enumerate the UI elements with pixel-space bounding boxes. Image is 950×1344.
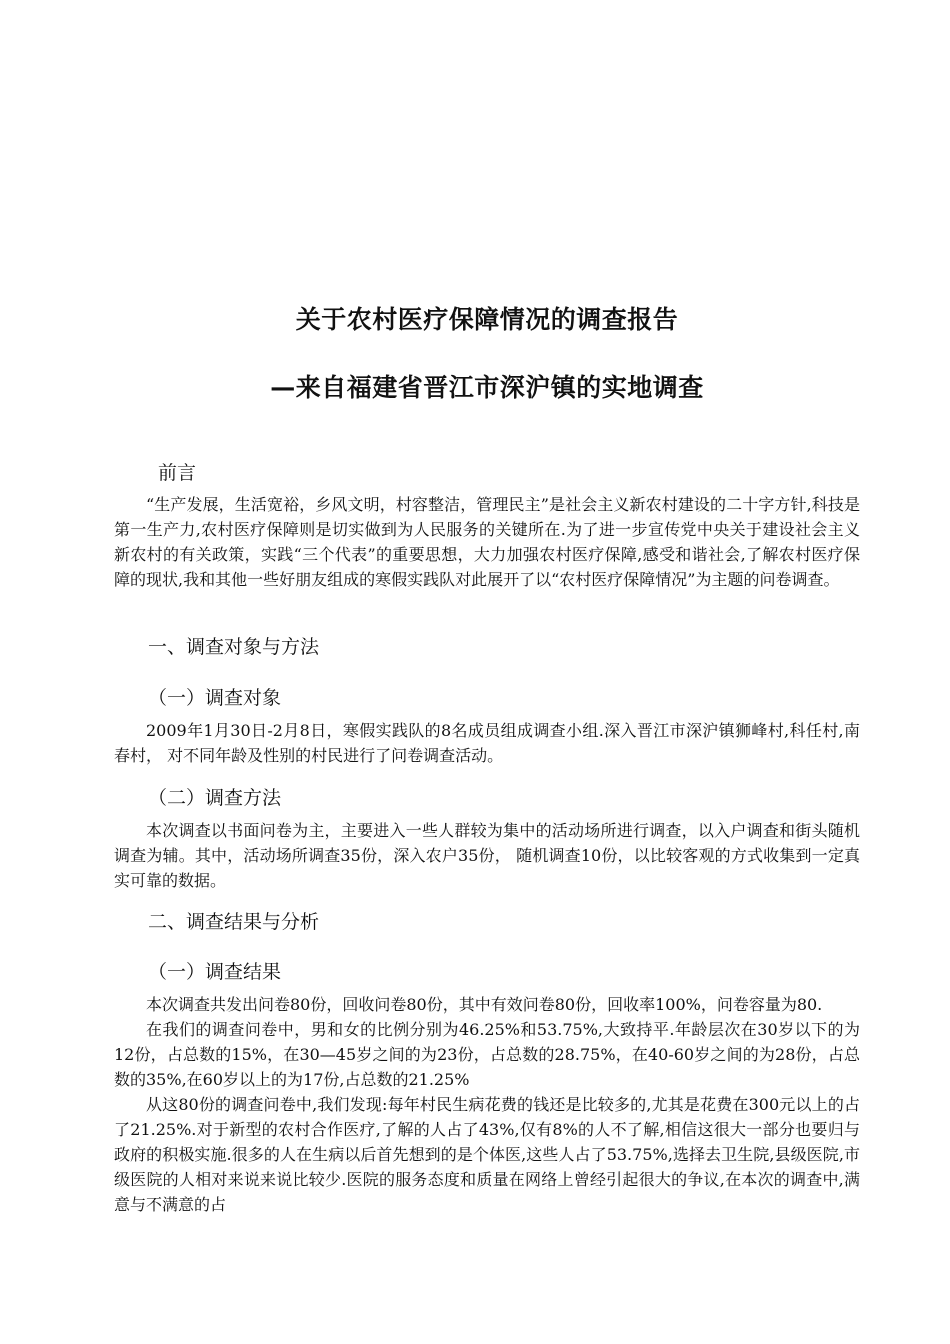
section1-sub1-heading: （一）调查对象 — [148, 687, 282, 709]
report-subtitle: —来自福建省晋江市深沪镇的实地调查 — [270, 373, 704, 402]
section2-heading: 二、调查结果与分析 — [148, 911, 320, 933]
preface-paragraph: “生产发展，生活宽裕，乡风文明，村容整洁，管理民主”是社会主义新农村建设的二十字方针,科技是第一生产力,农村医疗保障则是切实做到为人民服务的关键所在.为了进一步宣传党中央关于建设社会主义新农村的有关政策，实践“三个代表”的重要思想，大力加强农村医疗保障,感受和谐社会,了解农村医疗保障的现状,我和其他一些好朋友组成的寒假实践队对此展开了以“农村医疗保障情况”为主题的问卷调查。 — [114, 495, 860, 589]
result-paragraph: 本次调查共发出问卷80份，回收问卷80份，其中有效问卷80份，回收率100%，问卷容量为80. — [146, 995, 823, 1014]
result-paragraph: 从这80份的调查问卷中,我们发现:每年村民生病花费的钱还是比较多的,尤其是花费在300元以上的占了21.25%.对于新型的农村合作医疗,了解的人占了43%,仅有8%的人不了解,相信这很大一部分也要归与政府的积极实施.很多的人在生病以后首先想到的是个体医,这些人占了53.75%,选择去卫生院,县级医院,市级医院的人相对来说来说比较少.医院的服务态度和质量在网络上曾经引起很大的争议,在本次的调查中,满意与不满意的占 — [114, 1095, 860, 1214]
section1-sub1-body — [114, 718, 860, 768]
section2-sub1-body — [114, 992, 860, 1217]
preface-body — [114, 492, 860, 592]
section2-sub1-heading: （一）调查结果 — [148, 961, 282, 983]
preface-heading: 前言 — [158, 462, 197, 484]
section1-sub2-body — [114, 818, 860, 893]
survey-method-paragraph: 本次调查以书面问卷为主，主要进入一些人群较为集中的活动场所进行调查，以入户调查和街头随机调查为辅。其中，活动场所调查35份，深入农户35份， 随机调查10份，以比较客观的方式收集到一定真实可靠的数据。 — [114, 821, 860, 890]
section1-heading: 一、调查对象与方法 — [148, 636, 320, 658]
survey-subject-paragraph: 2009年1月30日-2月8日，寒假实践队的8名成员组成调查小组.深入晋江市深沪镇狮峰村,科任村,南春村， 对不同年龄及性别的村民进行了问卷调查活动。 — [114, 721, 860, 765]
result-paragraph: 在我们的调查问卷中，男和女的比例分别为46.25%和53.75%,大致持平.年龄层次在30岁以下的为12份，占总数的15%，在30—45岁之间的为23份，占总数的28.75%，在40-60岁之间的为28份，占总数的35%,在60岁以上的为17份,占总数的21.25% — [114, 1020, 860, 1089]
section1-sub2-heading: （二）调查方法 — [148, 787, 282, 809]
report-title: 关于农村医疗保障情况的调查报告 — [295, 305, 679, 334]
